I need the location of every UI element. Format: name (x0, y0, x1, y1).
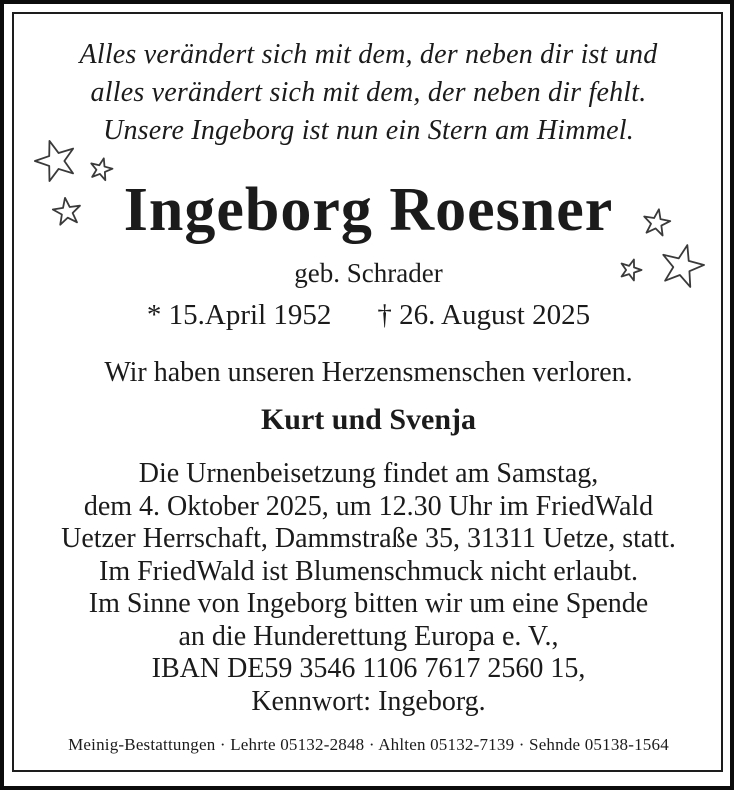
announcement-line: dem 4. Oktober 2025, um 12.30 Uhr im FriedWald (83, 490, 654, 522)
loss-line: Wir haben unseren Herzensmenschen verloren. (104, 357, 633, 388)
deceased-name: Ingeborg Roesner (123, 176, 614, 244)
announcement-line: Im Sinne von Ingeborg bitten wir um eine Spende (88, 588, 649, 619)
announcement-line: Uetzer Herrschaft, Dammstraße 35, 31311 Uetze, statt. (61, 523, 676, 554)
epitaph-line: alles verändert sich mit dem, der neben dir fehlt. (90, 77, 647, 108)
epitaph (0, 36, 737, 150)
announcement-line: Im FriedWald ist Blumenschmuck nicht erlaubt. (99, 555, 638, 587)
epitaph-line: Unsere Ingeborg ist nun ein Stern am Himmel. (103, 115, 634, 146)
death-date: † 26. August 2025 (377, 299, 591, 331)
maiden-name: geb. Schrader (294, 258, 443, 288)
announcement-line: Kennwort: Ingeborg. (251, 685, 486, 717)
epitaph-line: Alles verändert sich mit dem, der neben dir ist und (79, 39, 658, 70)
announcement-text (0, 458, 737, 718)
funeral-home-footer: Meinig-Bestattungen · Lehrte 05132-2848 · Ahlten 05132-7139 · Sehnde 05138-1564 (68, 735, 669, 754)
announcement-line: IBAN DE59 3546 1106 7617 2560 15, (151, 653, 586, 684)
mourners-names: Kurt und Svenja (260, 403, 477, 436)
announcement-line: Die Urnenbeisetzung findet am Samstag, (138, 458, 599, 489)
birth-date: * 15.April 1952 (146, 299, 332, 331)
life-dates (0, 299, 737, 331)
announcement-line: an die Hunderettung Europa e. V., (178, 620, 559, 652)
